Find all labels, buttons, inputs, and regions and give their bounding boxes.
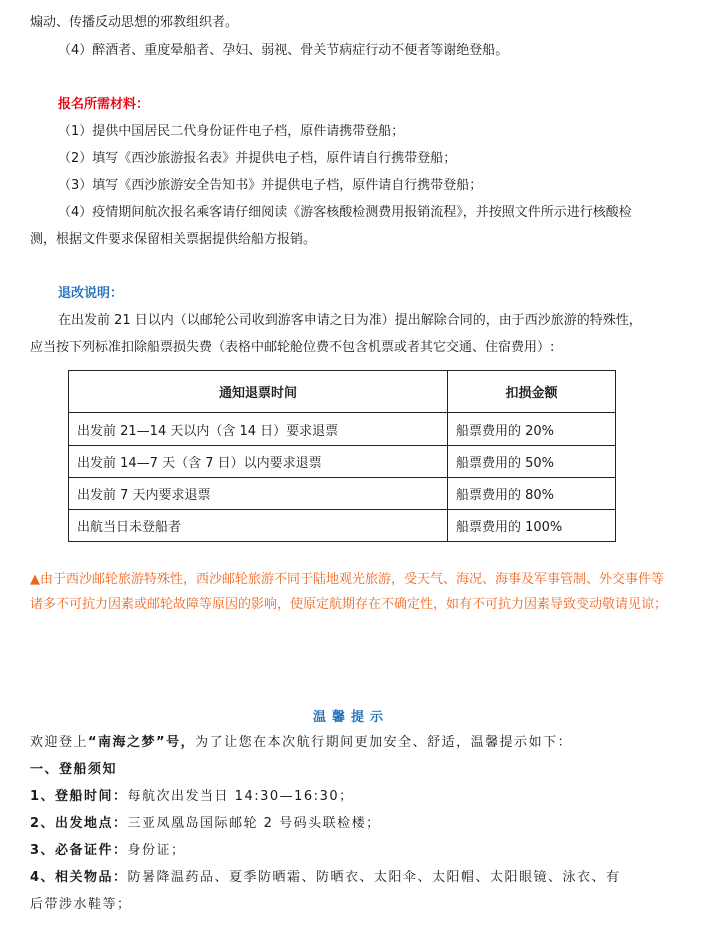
table-row [69,478,616,510]
table-cell: 出航当日未登船者 [69,510,448,542]
table-cell: 船票费用的 20% [447,413,615,446]
welcome-pre: 欢迎登上 [30,735,89,750]
prohibited-line-1: 煽动、传播反动思想的邪教组织者。 [30,15,239,30]
ship-name: “南海之梦”号， [88,735,196,750]
tip-value: 身份证； [127,843,186,858]
tip-item-3 [30,842,672,860]
table-cell: 船票费用的 80% [447,478,615,510]
refund-para-a: 在出发前 21 日以内（以邮轮公司收到游客申请之日为准）提出解除合同的，由于西沙旅游的特殊性， [58,313,642,328]
refund-para-b: 应当按下列标准扣除船票损失费（表格中邮轮舱位费不包含机票或者其它交通、住宿费用）: [30,340,555,355]
tip-value: 防暑降温药品、夏季防晒霜、防晒衣、太阳伞、太阳帽、太阳眼镜、泳衣、有 [127,870,621,885]
table-header-amount: 扣损金额 [447,371,615,413]
table-row [69,413,616,446]
tips-title: 温馨提示 [312,710,389,725]
materials-item-4b: 测，根据文件要求保留相关票据提供给船方报销。 [30,232,317,247]
section-heading: 一、登船须知 [30,762,118,777]
welcome-post: 为了让您在本次航行期间更加安全、舒适，温馨提示如下： [195,735,573,750]
tip-item-4-cont: 后带涉水鞋等； [30,897,132,912]
prohibited-line-2: （4）醉酒者、重度晕船者、孕妇、弱视、骨关节病症行动不便者等谢绝登船。 [58,43,509,58]
table-cell: 船票费用的 50% [447,446,615,478]
tip-label: 3、必备证件： [30,843,128,858]
materials-item-4a: （4）疫情期间航次报名乘客请仔细阅读《游客核酸检测费用报销流程》，并按照文件所示进行核酸检 [58,205,632,220]
tip-item-1 [30,788,672,806]
refund-table [68,370,616,542]
tip-label: 2、出发地点： [30,816,128,831]
tip-label: 4、相关物品： [30,870,128,885]
notice-line-a: ▲由于西沙邮轮旅游特殊性，西沙邮轮旅游不同于陆地观光旅游，受天气、海况、海事及军事管制、外交事件等 [30,572,664,587]
table-row [69,446,616,478]
table-header-time: 通知退票时间 [69,371,448,413]
notice-line-b: 诸多不可抗力因素或邮轮故障等原因的影响，使原定航期存在不确定性，如有不可抗力因素导致变动敬请见谅； [30,597,668,612]
table-cell: 船票费用的 100% [447,510,615,542]
materials-item-1: （1）提供中国居民二代身份证件电子档，原件请携带登船； [58,124,405,139]
tip-item-2 [30,815,672,833]
materials-item-3: （3）填写《西沙旅游安全告知书》并提供电子档，原件请自行携带登船； [58,178,483,193]
materials-item-2: （2）填写《西沙旅游报名表》并提供电子档，原件请自行携带登船； [58,151,457,166]
table-cell: 出发前 7 天内要求退票 [69,478,448,510]
table-cell: 出发前 14—7 天（含 7 日）以内要求退票 [69,446,448,478]
table-cell: 出发前 21—14 天以内（含 14 日）要求退票 [69,413,448,446]
refund-heading: 退改说明： [58,286,124,301]
tip-label: 1、登船时间： [30,789,128,804]
tip-value: 三亚凤凰岛国际邮轮 2 号码头联检楼； [127,816,381,831]
table-row [69,510,616,542]
materials-heading: 报名所需材料： [58,97,150,112]
tip-item-4 [30,869,672,887]
tip-value: 每航次出发当日 14:30—16:30； [127,789,354,804]
welcome-line [30,734,672,752]
